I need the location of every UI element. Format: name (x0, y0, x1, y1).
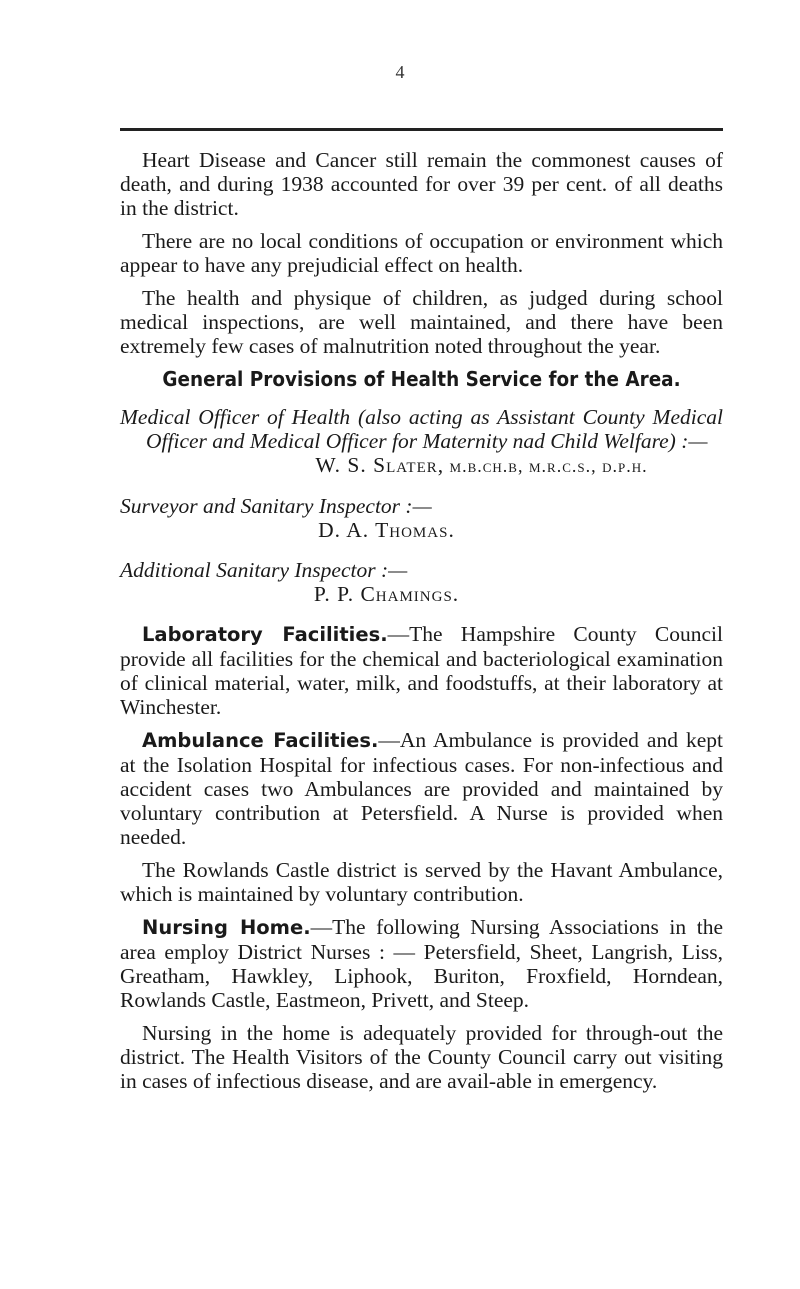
laboratory-text: —The Hampshire County Council provide all facilities for the chemical and bacteriological examination of clinical material, water, milk, and foodstuffs, at their laboratory at Winchester. (120, 622, 724, 719)
additional-inspector-name: P. P. Chamings. (313, 582, 460, 606)
nursing-heading: Nursing Home. (142, 916, 311, 939)
ambulance-paragraph (120, 728, 723, 849)
moh-role: Medical Officer of Health (also acting as Assistant County Medical Officer and Medical Officer for Maternity nad Child Welfare) :— (120, 405, 723, 453)
ambulance-paragraph-2: The Rowlands Castle district is served by the Havant Ambulance, which is maintained by voluntary contribution. (120, 858, 723, 906)
surveyor-name-line (50, 518, 723, 542)
intro-paragraph: Heart Disease and Cancer still remain the commonest causes of death, and during 1938 accounted for over 39 per cent. of all deaths in the district. (120, 148, 723, 220)
additional-inspector-name-line (50, 582, 723, 606)
intro-paragraph: There are no local conditions of occupation or environment which appear to have any prejudicial effect on health. (120, 229, 723, 277)
surveyor-name: D. A. Thomas. (318, 518, 455, 542)
nursing-paragraph-2: Nursing in the home is adequately provided for through-out the district. The Health Visitors of the County Council carry out visiting in cases of infectious disease, and are avail-able in emergency. (120, 1021, 723, 1093)
intro-paragraph: The health and physique of children, as judged during school medical inspections, are well maintained, and there have been extremely few cases of malnutrition noted throughout the year. (120, 286, 723, 358)
moh-name-line (120, 453, 723, 478)
nursing-text: —The following Nursing Associations in the area employ District Nurses : — Petersfield, Sheet, Langrish, Liss, Greatham, Hawkley, Liphook, Buriton, Froxfield, Horndean, Rowlands Castle, Eastmeon, Privett, and Steep. (120, 915, 723, 1012)
nursing-paragraph (120, 915, 723, 1012)
ambulance-heading: Ambulance Facilities. (142, 729, 379, 752)
ambulance-text: —An Ambulance is provided and kept at the Isolation Hospital for infectious cases. For non-infectious and accident cases two Ambulances are provided and maintained by voluntary contribution at Petersfield. A Nurse is provided when needed. (120, 728, 723, 849)
surveyor-role: Surveyor and Sanitary Inspector :— (120, 494, 432, 518)
page-body (120, 148, 723, 1102)
moh-qualifications: m.b.ch.b, m.r.c.s., d.p.h. (449, 456, 648, 476)
moh-name: W. S. Slater, (315, 453, 445, 477)
header-rule (120, 128, 723, 131)
laboratory-heading: Laboratory Facilities. (142, 623, 388, 646)
section-heading: General Provisions of Health Service for the Area. (162, 367, 681, 391)
page-number: 4 (395, 62, 405, 82)
additional-inspector-role: Additional Sanitary Inspector :— (120, 558, 408, 582)
laboratory-paragraph (120, 622, 723, 719)
